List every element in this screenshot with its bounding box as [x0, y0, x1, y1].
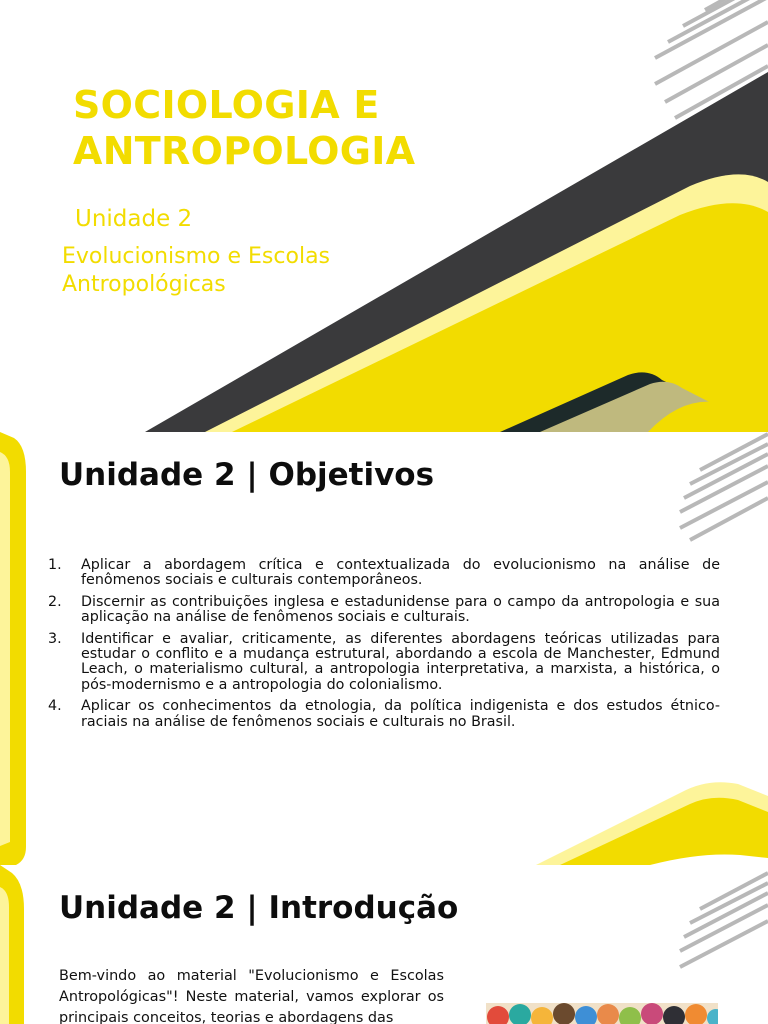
subtitle-line-2: Antropológicas	[62, 272, 226, 297]
diagonal-stripes-icon	[680, 873, 768, 967]
item-text: Aplicar os conhecimentos da etnologia, da política indigenista e dos estudos étnico-raciais na análise de fenômenos sociais e culturais no Brasil.	[81, 698, 720, 730]
unit-subtitle	[62, 243, 402, 299]
item-number: 2.	[48, 593, 62, 610]
subtitle-line-1: Evolucionismo e Escolas	[62, 244, 331, 269]
left-light-strip	[0, 452, 10, 846]
diagonal-stripes-icon	[680, 434, 768, 540]
title-line-2: ANTROPOLOGIA	[73, 129, 416, 173]
document-title	[73, 82, 415, 174]
intro-title: Unidade 2 | Introdução	[59, 890, 459, 926]
intro-paragraph: Bem-vindo ao material "Evolucionismo e Escolas Antropológicas"! Neste material, vamos explorar os principais conceitos, teorias e abordagens das	[59, 968, 444, 1024]
intro-slide	[0, 865, 768, 1024]
item-number: 3.	[48, 630, 62, 647]
diverse-people-illustration	[486, 1003, 718, 1024]
title-line-1: SOCIOLOGIA E	[73, 83, 380, 127]
list-item	[48, 595, 720, 626]
list-item	[48, 699, 720, 730]
item-text: Identificar e avaliar, criticamente, as diferentes abordagens teóricas utilizadas para estudar o conflito e a mudança estrutural, abordando a escola de Manchester, Edmund Leach, o materialismo cultural, a antropologia interpretativa, a marxista, a histórica, o pós-modernismo e a antropologia do colonialismo.	[81, 630, 720, 693]
item-text: Discernir as contribuições inglesa e estadunidense para o campo da antropologia e sua aplicação na análise de fenômenos sociais e culturais.	[81, 593, 720, 626]
unit-label: Unidade 2	[75, 206, 193, 232]
item-number: 4.	[48, 698, 62, 715]
list-item	[48, 558, 720, 589]
left-light-strip	[0, 887, 9, 1024]
objectives-title: Unidade 2 | Objetivos	[59, 457, 435, 493]
cover-slide	[0, 0, 768, 432]
list-item	[48, 632, 720, 694]
item-text: Aplicar a abordagem crítica e contextualizada do evolucionismo na análise de fenômenos sociais e culturais contemporâneos.	[81, 557, 720, 589]
objectives-slide	[0, 432, 768, 865]
item-number: 1.	[48, 557, 62, 573]
objectives-list	[48, 558, 720, 736]
